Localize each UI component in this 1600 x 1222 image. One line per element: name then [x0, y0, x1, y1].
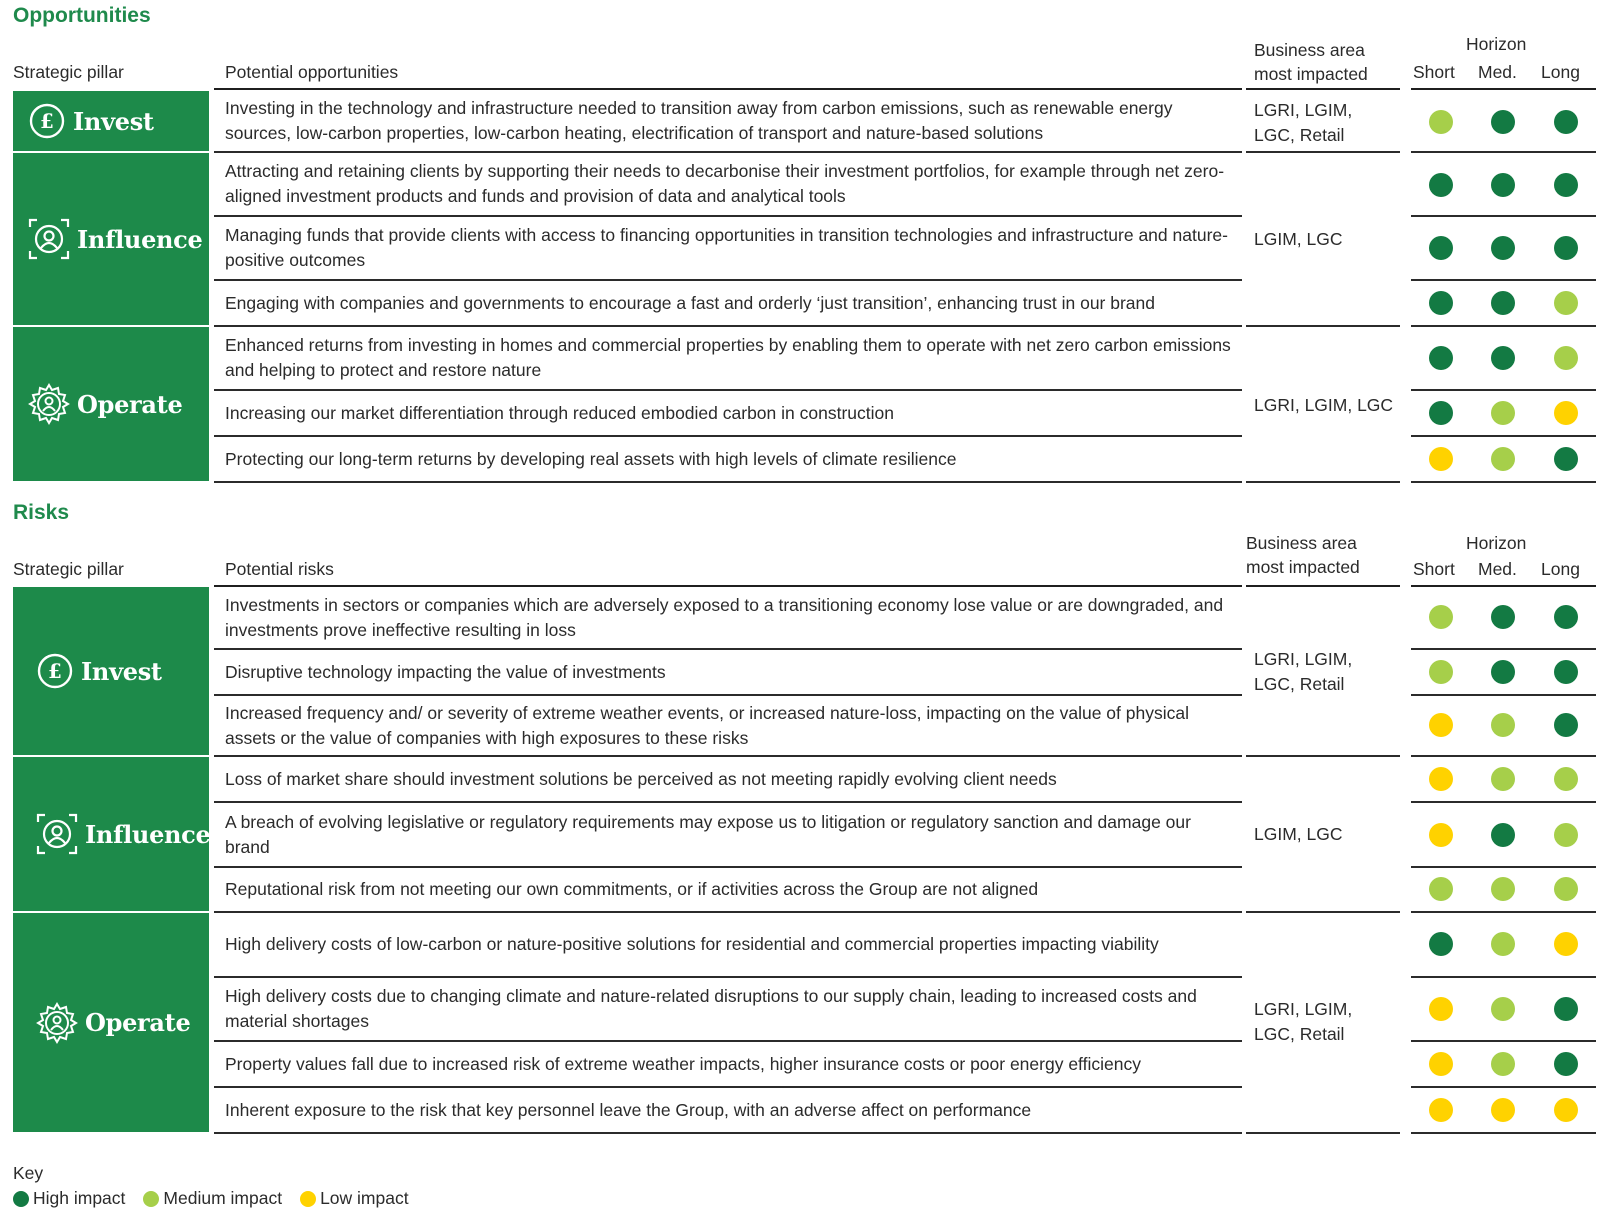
horizon-short-dot: [1429, 110, 1453, 134]
business-area: [1254, 98, 1404, 148]
horizon-med-dot: [1491, 660, 1515, 684]
horizon-long-dot: [1554, 447, 1578, 471]
row-text: Protecting our long-term returns by developing real assets with high levels of climate resilience: [225, 448, 957, 469]
table-row: [0, 913, 1600, 976]
key-item-high: [13, 1188, 125, 1209]
header-business-area: [1246, 531, 1360, 579]
horizon-short-dot: [1429, 291, 1453, 315]
business-area: [1254, 647, 1404, 697]
row-text: Loss of market share should investment solutions be perceived as not meeting rapidly evolving client needs: [225, 768, 1057, 789]
horizon-med-dot: [1491, 447, 1515, 471]
table-row: [0, 1088, 1600, 1132]
header-rule-horizon: [1411, 88, 1596, 90]
header-strategic-pillar: Strategic pillar: [13, 559, 124, 579]
horizon-divider: [1411, 481, 1596, 483]
header-strategic-pillar: Strategic pillar: [13, 62, 124, 82]
horizon-long-dot: [1554, 401, 1578, 425]
row-text: Property values fall due to increased risk of extreme weather impacts, higher insurance costs or poor energy efficiency: [225, 1053, 1141, 1074]
row-text: Increasing our market differentiation through reduced embodied carbon in construction: [225, 402, 894, 423]
horizon-med-dot: [1491, 1098, 1515, 1122]
header-business-area: [1254, 38, 1368, 86]
header-short: Short: [1413, 62, 1455, 82]
key-label: High impact: [33, 1188, 126, 1208]
horizon-med-dot: [1491, 823, 1515, 847]
horizon-short-dot: [1429, 660, 1453, 684]
row-text: Investments in sectors or companies which are adversely exposed to a transitioning economy lose value or are downgraded, and investments prove ineffective resulting in loss: [225, 594, 1224, 640]
header-potential-opportunities: Potential opportunities: [225, 62, 399, 82]
key-title: Key: [13, 1163, 44, 1183]
key-label: Medium impact: [163, 1188, 283, 1208]
header-horizon: Horizon: [1466, 533, 1527, 553]
row-text: Disruptive technology impacting the value of investments: [225, 661, 666, 682]
table-row: [0, 281, 1600, 325]
horizon-short-dot: [1429, 823, 1453, 847]
horizon-med-dot: [1491, 346, 1515, 370]
row-divider: [214, 481, 1242, 483]
opportunities-title: Opportunities: [13, 4, 151, 27]
header-business-area-line1: Business area: [1254, 40, 1365, 60]
horizon-med-dot: [1491, 173, 1515, 197]
key-legend: [13, 1188, 409, 1209]
key-item-low: [300, 1188, 409, 1209]
horizon-long-dot: [1554, 1052, 1578, 1076]
horizon-med-dot: [1491, 605, 1515, 629]
row-text: Enhanced returns from investing in homes and commercial properties by enabling them to operate with net zero carbon emissions and helping to protect and restore nature: [225, 335, 1231, 380]
horizon-short-dot: [1429, 447, 1453, 471]
pillar-name: Influence: [85, 819, 211, 849]
horizon-long-dot: [1554, 713, 1578, 737]
header-med: Med.: [1478, 559, 1517, 579]
horizon-long-dot: [1554, 291, 1578, 315]
pillar-name: Influence: [77, 224, 203, 254]
header-horizon: Horizon: [1466, 34, 1527, 54]
table-row: [0, 153, 1600, 215]
svg-text:£: £: [40, 109, 54, 133]
horizon-long-dot: [1554, 877, 1578, 901]
header-rule-biz: [1246, 88, 1400, 90]
row-divider: [214, 1132, 1242, 1134]
header-med: Med.: [1478, 62, 1517, 82]
horizon-med-dot: [1491, 877, 1515, 901]
row-text: Engaging with companies and governments to encourage a fast and orderly ‘just transition’, enhancing trust in our brand: [225, 292, 1156, 313]
business-area-line1: LGRI, LGIM,: [1254, 649, 1353, 669]
horizon-short-dot: [1429, 173, 1453, 197]
business-area: [1254, 393, 1404, 418]
business-area: [1254, 822, 1404, 847]
pillar-name: Operate: [77, 389, 183, 419]
medium-impact-dot-icon: [143, 1191, 159, 1207]
business-area-line1: LGRI, LGIM,: [1254, 100, 1353, 120]
business-area-line2: LGC, Retail: [1254, 674, 1345, 694]
horizon-short-dot: [1429, 401, 1453, 425]
horizon-med-dot: [1491, 997, 1515, 1021]
business-area-line1: LGIM, LGC: [1254, 229, 1343, 249]
header-business-area-line2: most impacted: [1246, 557, 1360, 577]
table-row: [0, 1042, 1600, 1086]
table-row: [0, 868, 1600, 911]
row-text: Investing in the technology and infrastructure needed to transition away from carbon emissions, such as renewable energy sources, low-carbon properties, low-carbon heating, electrification of transport and nature-based solutions: [225, 98, 1173, 143]
horizon-short-dot: [1429, 932, 1453, 956]
business-area-line1: LGRI, LGIM,: [1254, 999, 1353, 1019]
business-area-line1: LGIM, LGC: [1254, 824, 1343, 844]
row-text: A breach of evolving legislative or regulatory requirements may expose us to litigation or regulatory sanction and damage our brand: [225, 811, 1191, 857]
row-text: Attracting and retaining clients by supporting their needs to decarbonise their investment portfolios, for example through net zero-aligned investment products and funds and provision of data and analytical tools: [225, 161, 1225, 206]
horizon-divider: [1411, 1132, 1596, 1134]
business-area-line2: LGC, Retail: [1254, 1024, 1345, 1044]
high-impact-dot-icon: [13, 1191, 29, 1207]
horizon-med-dot: [1491, 1052, 1515, 1076]
row-text: Reputational risk from not meeting our own commitments, or if activities across the Group are not aligned: [225, 879, 1039, 899]
horizon-med-dot: [1491, 932, 1515, 956]
business-area: [1254, 227, 1404, 252]
horizon-short-dot: [1429, 997, 1453, 1021]
biz-divider: [1246, 481, 1400, 483]
horizon-med-dot: [1491, 713, 1515, 737]
horizon-med-dot: [1491, 767, 1515, 791]
row-text: Managing funds that provide clients with access to financing opportunities in transition technologies and infrastructure and nature-positive outcomes: [225, 225, 1228, 270]
horizon-short-dot: [1429, 1098, 1453, 1122]
pillar-name: Operate: [85, 1008, 191, 1037]
risks-title: Risks: [13, 501, 70, 524]
header-short: Short: [1413, 559, 1455, 579]
horizon-long-dot: [1554, 236, 1578, 260]
key-label: Low impact: [320, 1188, 409, 1208]
horizon-short-dot: [1429, 1052, 1453, 1076]
horizon-short-dot: [1429, 236, 1453, 260]
horizon-long-dot: [1554, 1098, 1578, 1122]
header-long: Long: [1541, 62, 1580, 82]
business-area-line2: LGC, Retail: [1254, 125, 1345, 145]
horizon-long-dot: [1554, 997, 1578, 1021]
header-long: Long: [1541, 559, 1580, 579]
horizon-short-dot: [1429, 767, 1453, 791]
horizon-med-dot: [1491, 401, 1515, 425]
header-business-area-line1: Business area: [1246, 533, 1357, 553]
horizon-long-dot: [1554, 173, 1578, 197]
header-business-area-line2: most impacted: [1254, 64, 1368, 84]
row-text: Inherent exposure to the risk that key personnel leave the Group, with an adverse affect on performance: [225, 1099, 1032, 1120]
horizon-long-dot: [1554, 346, 1578, 370]
horizon-med-dot: [1491, 110, 1515, 134]
table-row: [0, 327, 1600, 389]
horizon-long-dot: [1554, 605, 1578, 629]
row-text: High delivery costs of low-carbon or nature-positive solutions for residential and commercial properties impacting viability: [225, 934, 1159, 954]
horizon-short-dot: [1429, 605, 1453, 629]
horizon-short-dot: [1429, 713, 1453, 737]
table-row: [0, 757, 1600, 801]
table-row: [0, 437, 1600, 481]
business-area-line1: LGRI, LGIM, LGC: [1254, 395, 1394, 415]
pillar-name: Invest: [73, 106, 154, 136]
key-item-medium: [143, 1188, 282, 1209]
horizon-long-dot: [1554, 767, 1578, 791]
horizon-long-dot: [1554, 932, 1578, 956]
horizon-med-dot: [1491, 236, 1515, 260]
horizon-long-dot: [1554, 660, 1578, 684]
header-rule: [214, 88, 1242, 90]
horizon-long-dot: [1554, 110, 1578, 134]
biz-divider: [1246, 1132, 1400, 1134]
horizon-med-dot: [1491, 291, 1515, 315]
row-text: Increased frequency and/ or severity of extreme weather events, or increased nature-loss, impacting on the value of physical assets or the value of companies with high exposures to these risks: [225, 702, 1189, 748]
horizon-short-dot: [1429, 877, 1453, 901]
horizon-short-dot: [1429, 346, 1453, 370]
row-text: High delivery costs due to changing climate and nature-related disruptions to our supply chain, leading to increased costs and material shortages: [225, 986, 1197, 1031]
table-row: [0, 587, 1600, 648]
horizon-long-dot: [1554, 823, 1578, 847]
svg-text:£: £: [48, 659, 62, 683]
low-impact-dot-icon: [300, 1191, 316, 1207]
business-area: [1254, 997, 1404, 1047]
table-row: [0, 696, 1600, 755]
header-potential-risks: Potential risks: [225, 559, 334, 579]
pillar-name: Invest: [81, 656, 162, 686]
